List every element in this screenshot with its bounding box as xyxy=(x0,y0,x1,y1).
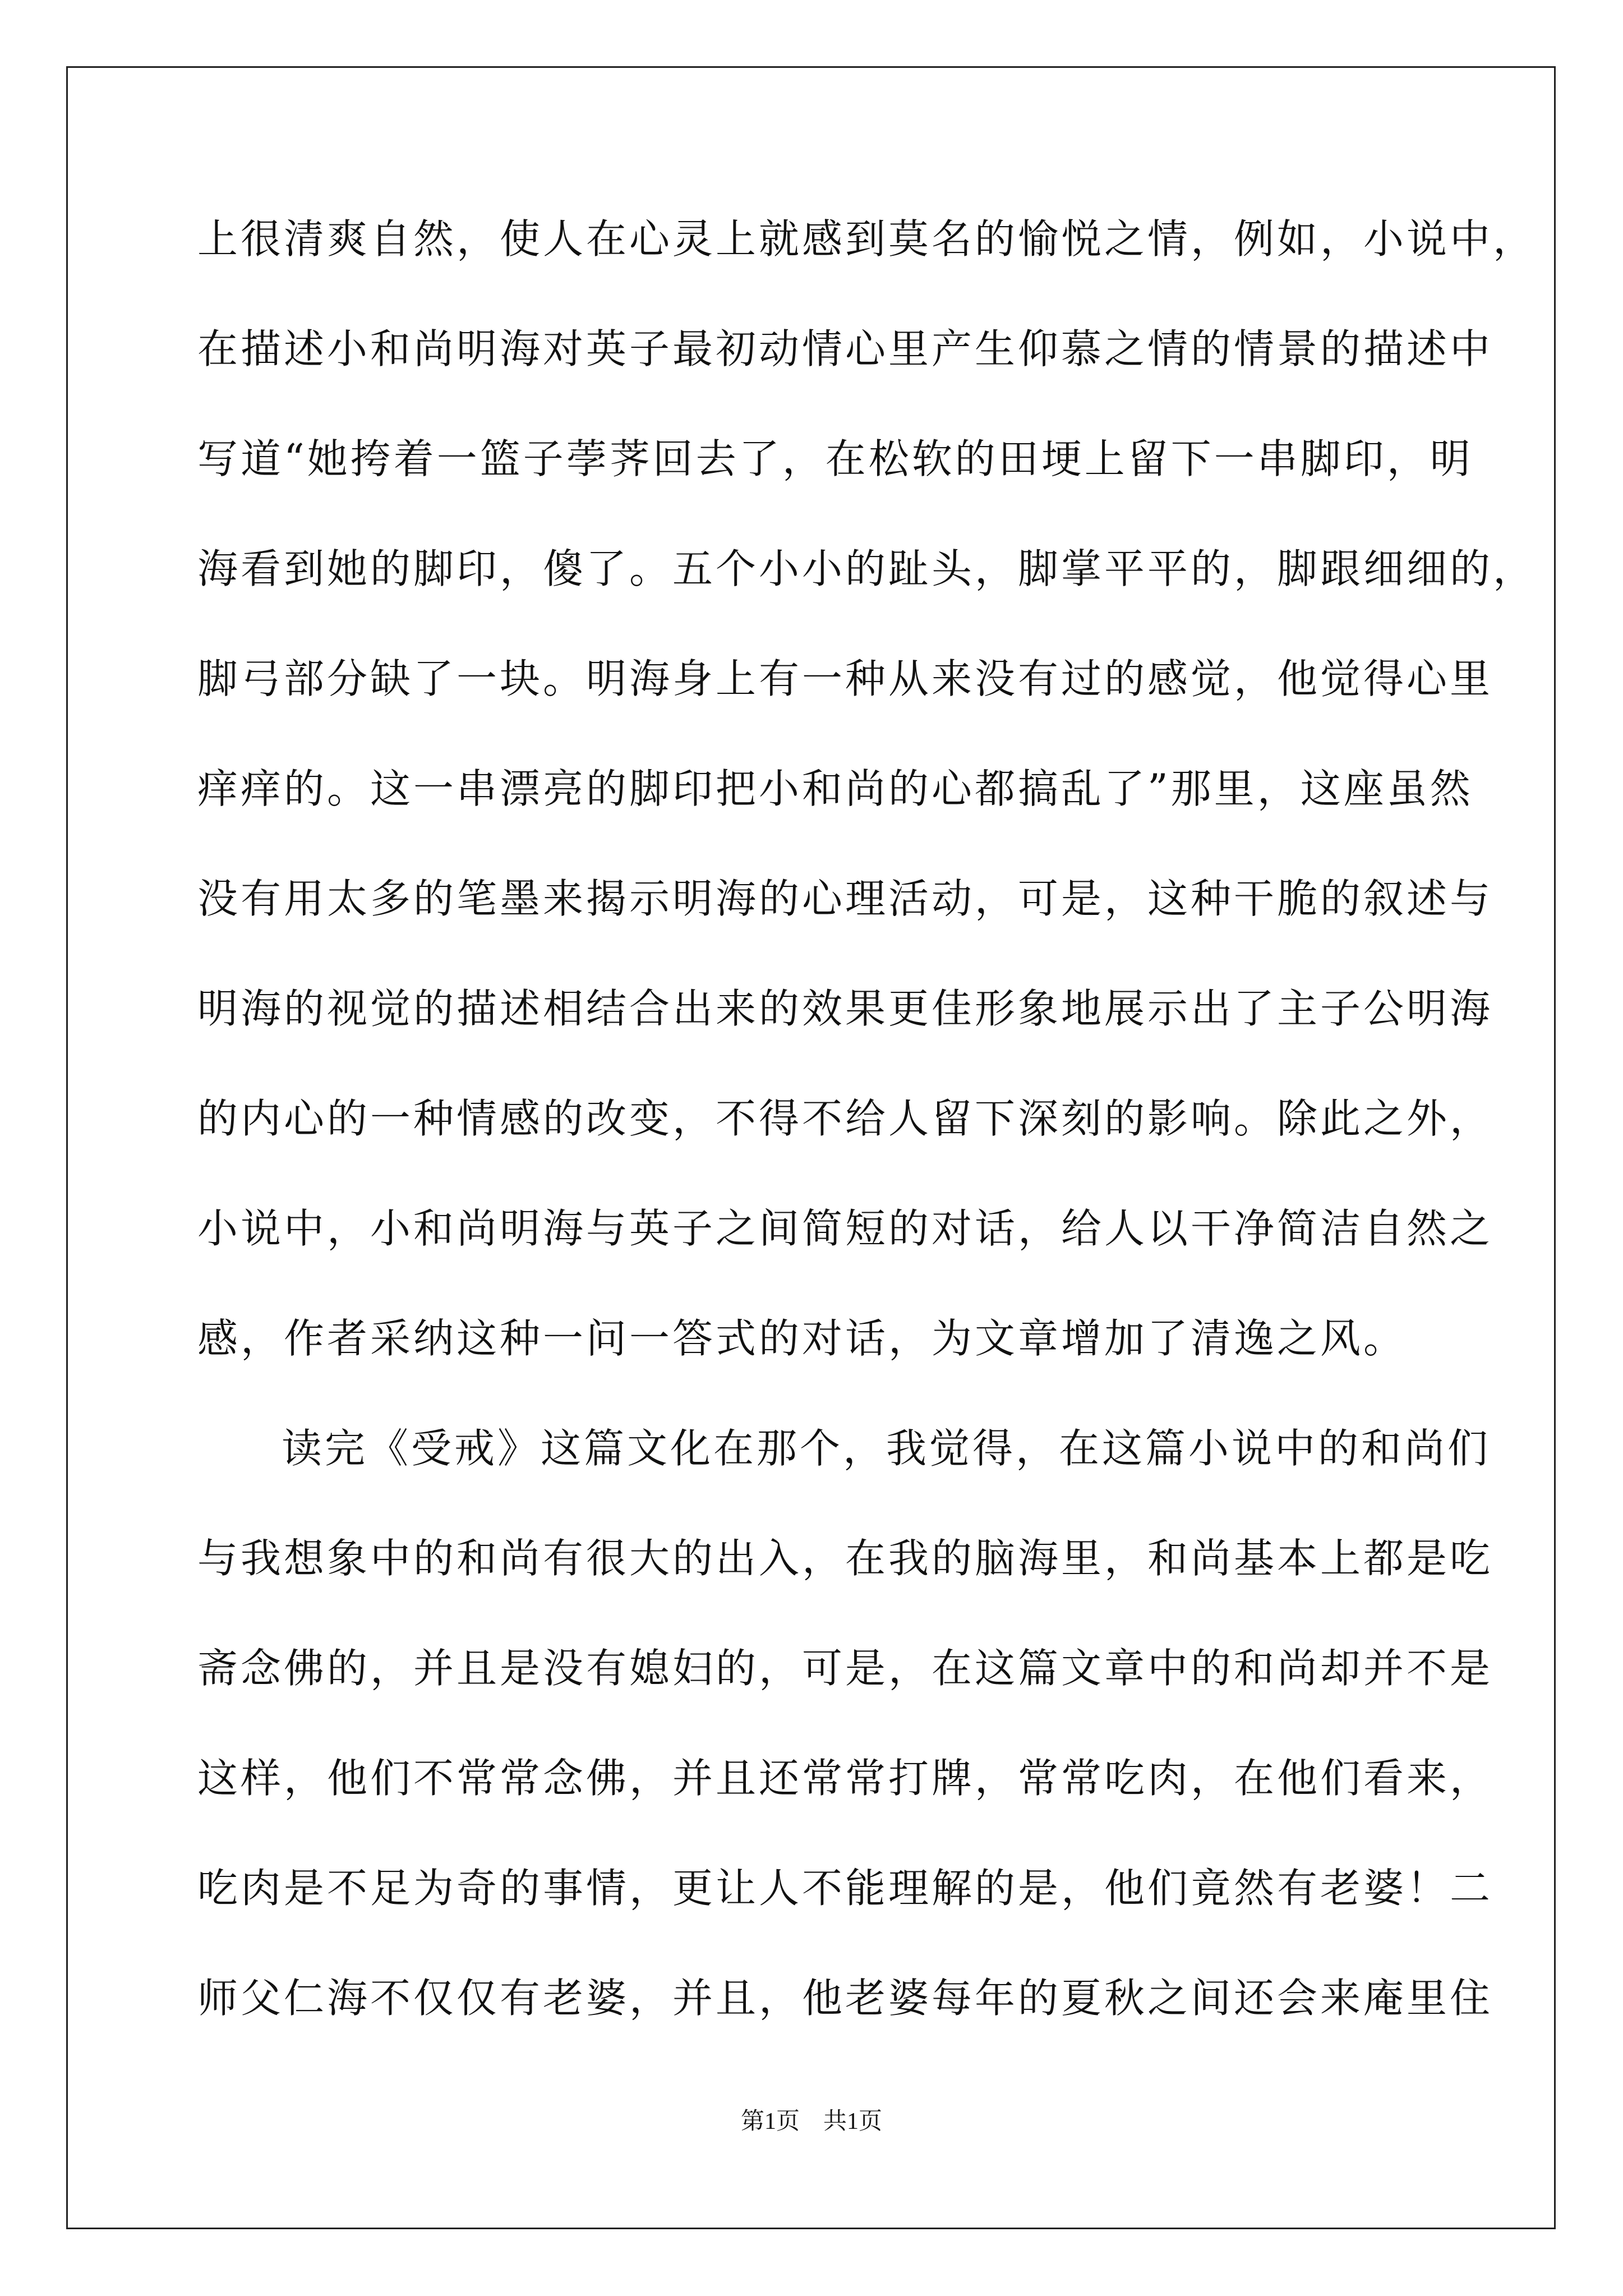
text-line: 吃肉是不足为奇的事情，更让人不能理解的是，他们竟然有老婆！二 xyxy=(197,1865,1493,1912)
text-line: 与我想象中的和尚有很大的出入，在我的脑海里，和尚基本上都是吃 xyxy=(197,1535,1493,1582)
text-line: 痒痒的。这一串漂亮的脚印把小和尚的心都搞乱了”那里，这座虽然 xyxy=(197,765,1473,812)
text-line: 斋念佛的，并且是没有媳妇的，可是，在这篇文章中的和尚却并不是 xyxy=(197,1645,1493,1692)
text-line: 写道“她挎着一篮子荸荠回去了，在松软的田埂上留下一串脚印，明 xyxy=(197,435,1473,482)
text-line: 上很清爽自然，使人在心灵上就感到莫名的愉悦之情，例如，小说中， xyxy=(197,215,1537,263)
page-number-footer: 第1页 共1页 xyxy=(740,2109,882,2134)
text-line: 感，作者采纳这种一问一答式的对话，为文章增加了清逸之风。 xyxy=(197,1315,1407,1362)
text-line: 在描述小和尚明海对英子最初动情心里产生仰慕之情的情景的描述中 xyxy=(197,325,1493,372)
text-line: 的内心的一种情感的改变，不得不给人留下深刻的影响。除此之外， xyxy=(197,1095,1493,1142)
text-line: 没有用太多的笔墨来揭示明海的心理活动，可是，这种干脆的叙述与 xyxy=(197,875,1493,922)
text-line: 这样，他们不常常念佛，并且还常常打牌，常常吃肉，在他们看来， xyxy=(197,1755,1493,1802)
text-line: 海看到她的脚印，傻了。五个小小的趾头，脚掌平平的，脚跟细细的， xyxy=(197,545,1537,592)
text-line: 脚弓部分缺了一块。明海身上有一种从来没有过的感觉，他觉得心里 xyxy=(197,655,1493,702)
text-line: 师父仁海不仅仅有老婆，并且，他老婆每年的夏秋之间还会来庵里住 xyxy=(197,1975,1493,2022)
text-line: 明海的视觉的描述相结合出来的效果更佳形象地展示出了主子公明海 xyxy=(197,985,1493,1032)
text-line: 小说中，小和尚明海与英子之间简短的对话，给人以干净简洁自然之 xyxy=(197,1205,1493,1252)
paragraph-first-line: 读完《受戒》这篇文化在那个，我觉得，在这篇小说中的和尚们 xyxy=(282,1425,1491,1472)
